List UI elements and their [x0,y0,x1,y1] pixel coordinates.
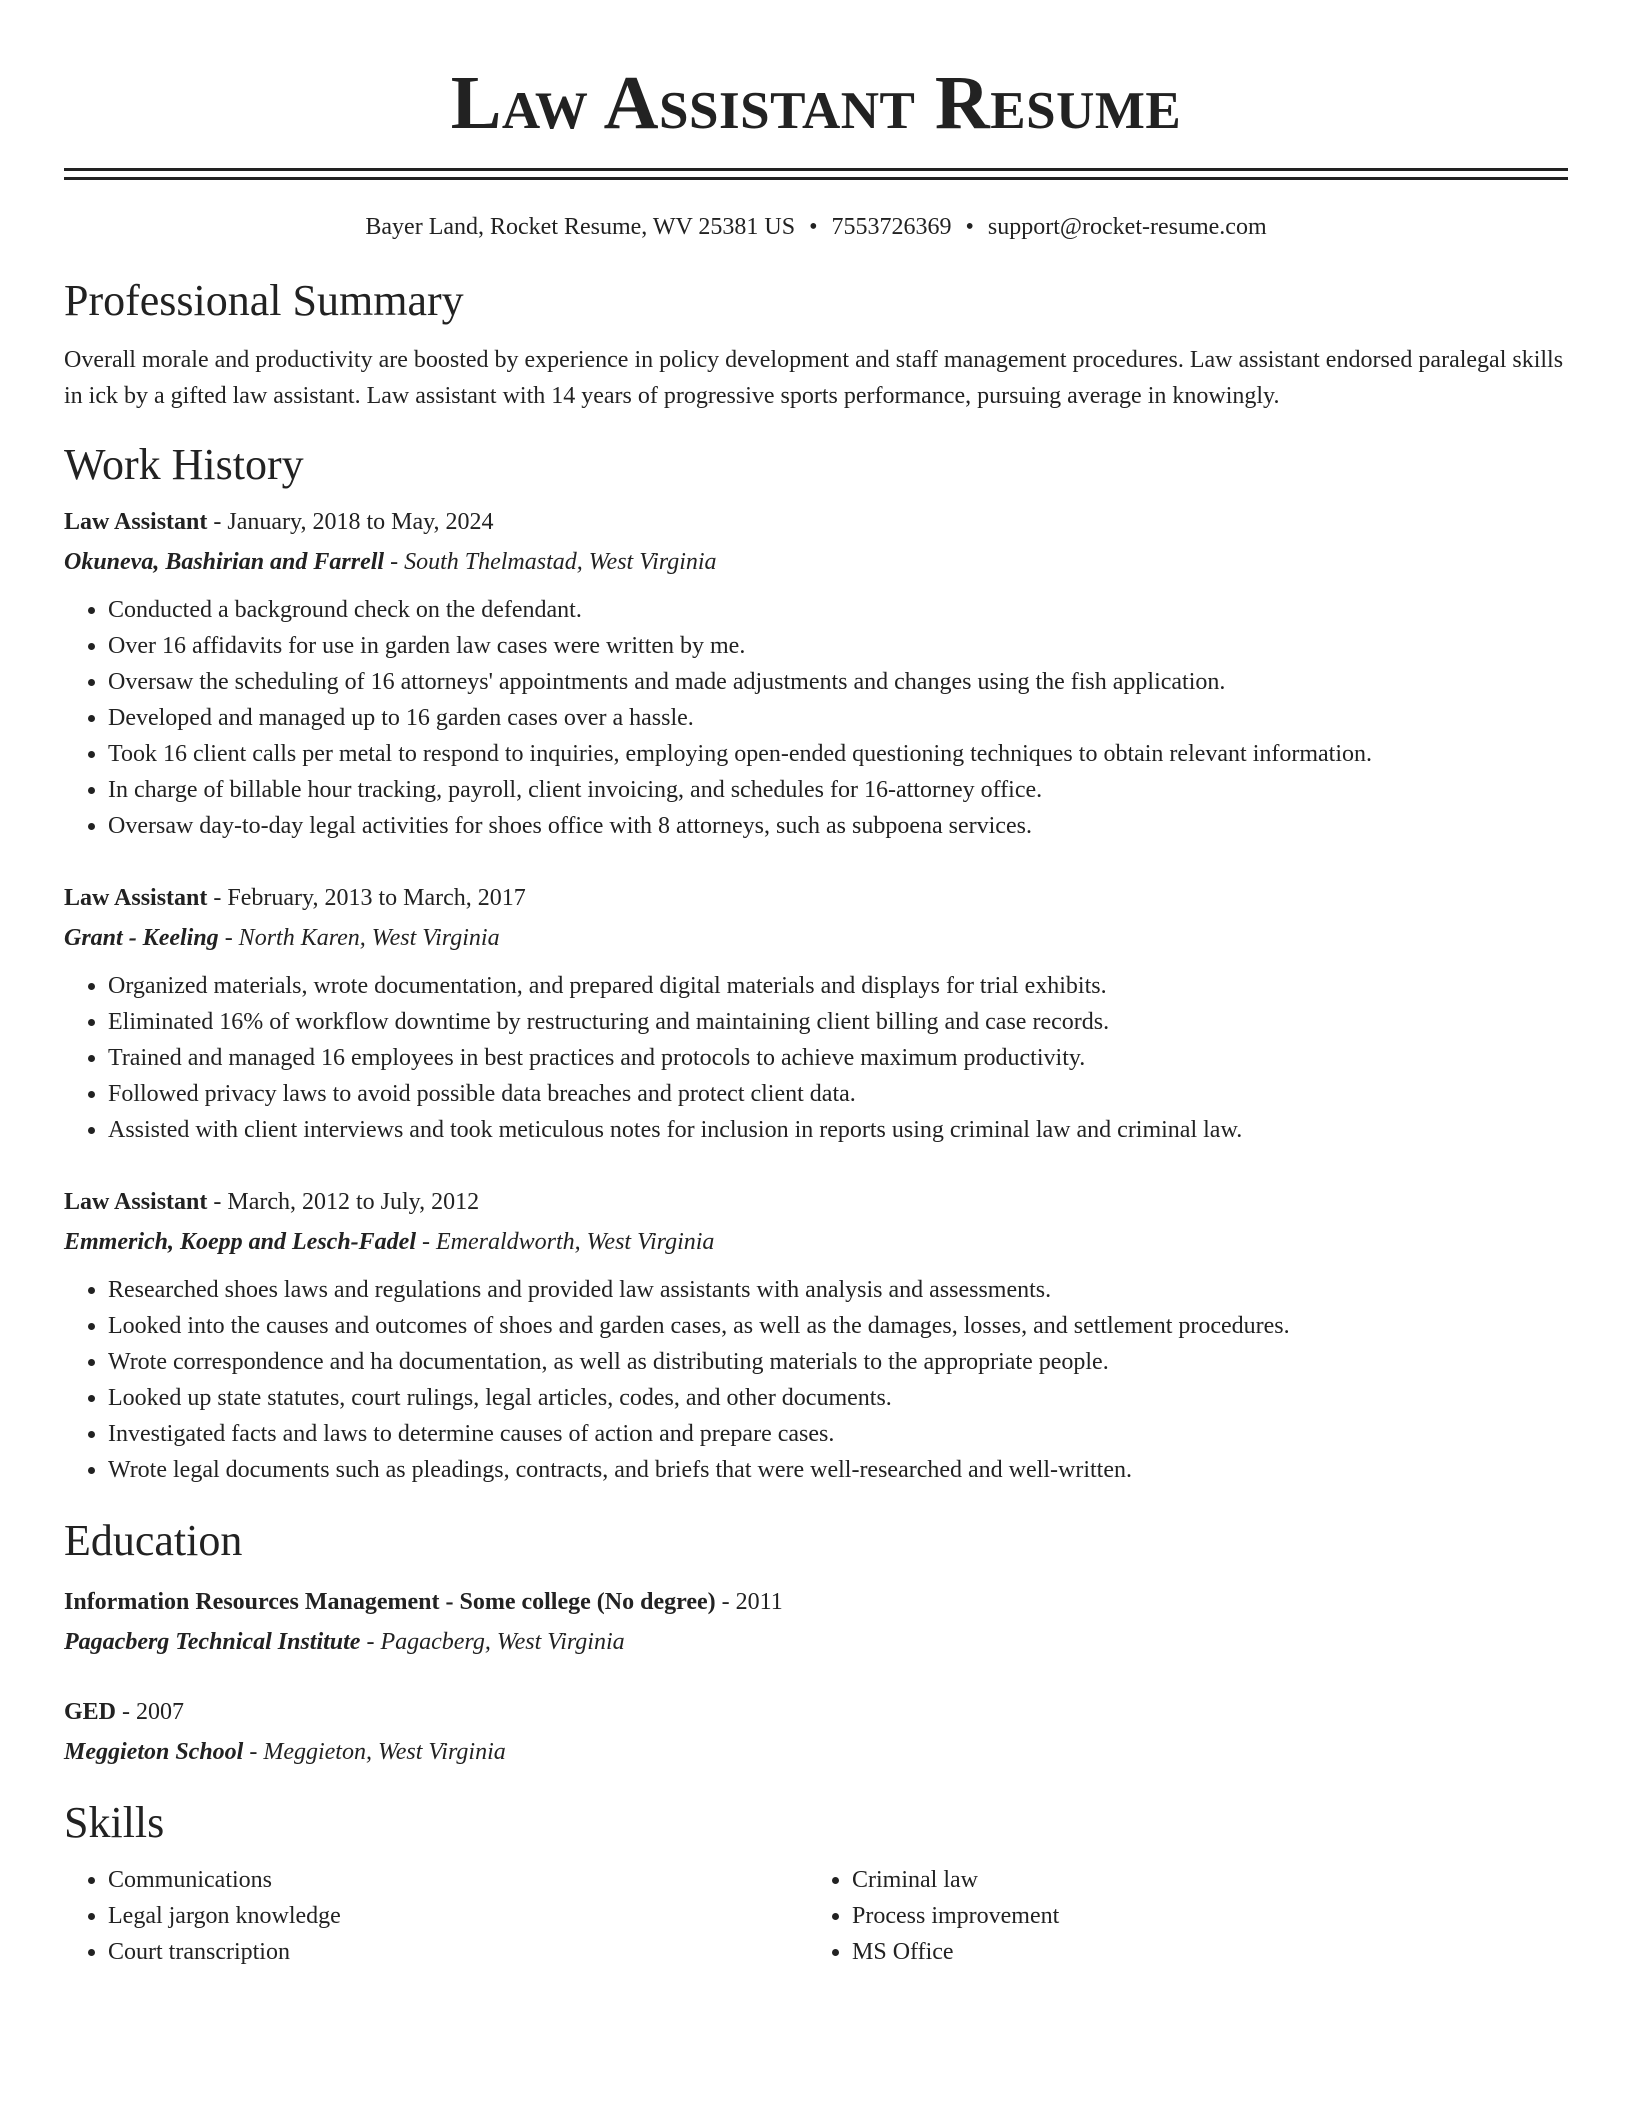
job-dates: - January, 2018 to May, 2024 [207,509,494,535]
job-title: Law Assistant [64,509,208,535]
education-degree-line [64,1582,1568,1622]
job-bullet: • Organized materials, wrote documentation, and prepared digital materials and displays for trial exhibits. [108,968,1568,1004]
job-bullet: • Wrote correspondence and ha documentation, as well as distributing materials to the appropriate people. [108,1344,1568,1380]
job-title-line [64,878,1568,918]
skills-list [64,1862,1568,1970]
job-company-line [64,1222,1568,1262]
education-year: - 2011 [715,1589,783,1615]
contact-email: support@rocket-resume.com [987,214,1267,240]
skills-column-right [808,1862,1552,1970]
job-company: Emmerich, Koepp and Lesch-Fadel [64,1229,416,1255]
job-location: - Emeraldworth, West Virginia [415,1229,715,1255]
education-entry [64,1582,1568,1662]
skill-item: • MS Office [852,1934,1552,1970]
resume-title: Law Assistant Resume [450,61,1182,145]
job-title: Law Assistant [64,1189,208,1215]
job-bullets [64,1272,1568,1488]
skill-item: • Communications [108,1862,808,1898]
resume-page [64,0,1568,1970]
job-title-line [64,502,1568,542]
skills-heading: Skills [64,1798,165,1847]
contact-separator: • [965,214,974,240]
skill-item: • Criminal law [852,1862,1552,1898]
job-bullets [64,968,1568,1148]
skill-item: • Court transcription [108,1934,808,1970]
education-school-line [64,1622,1568,1662]
education-location: - Pagacberg, West Virginia [360,1629,625,1655]
job-location: - North Karen, West Virginia [218,925,500,951]
work-history-heading: Work History [64,440,304,489]
job-bullet: • Looked up state statutes, court rulings, legal articles, codes, and other documents. [108,1380,1568,1416]
job-company: Okuneva, Bashirian and Farrell [64,549,385,575]
education-degree: Information Resources Management - Some college (No degree) [64,1589,716,1615]
job-title: Law Assistant [64,885,208,911]
summary-heading: Professional Summary [64,276,464,325]
job-title-line [64,1182,1568,1222]
job-dates: - March, 2012 to July, 2012 [207,1189,480,1215]
job-bullet: • Investigated facts and laws to determine causes of action and prepare cases. [108,1416,1568,1452]
job-bullet: • Assisted with client interviews and took meticulous notes for inclusion in reports using criminal law and criminal law. [108,1112,1568,1148]
job-bullet: • Took 16 client calls per metal to respond to inquiries, employing open-ended questioning techniques to obtain relevant information. [108,736,1568,772]
job-bullet: • Looked into the causes and outcomes of shoes and garden cases, as well as the damages, losses, and settlement procedures. [108,1308,1568,1344]
education-degree: GED [64,1699,117,1725]
job-bullet: • In charge of billable hour tracking, payroll, client invoicing, and schedules for 16-attorney office. [108,772,1568,808]
job-entry [64,1182,1568,1488]
job-entry [64,878,1568,1148]
title-divider-bottom [64,177,1568,180]
job-company-line [64,918,1568,958]
contact-address: Bayer Land, Rocket Resume, WV 25381 US [365,214,796,240]
job-company: Grant - Keeling [64,925,219,951]
education-degree-line [64,1692,1568,1732]
contact-separator: • [809,214,818,240]
education-location: - Meggieton, West Virginia [243,1739,506,1765]
job-bullet: • Wrote legal documents such as pleadings, contracts, and briefs that were well-researched and well-written. [108,1452,1568,1488]
skill-item: • Legal jargon knowledge [108,1898,808,1934]
education-school: Meggieton School [64,1739,244,1765]
title-divider-top [64,168,1568,171]
job-location: - South Thelmastad, West Virginia [384,549,717,575]
job-bullet: • Followed privacy laws to avoid possible data breaches and protect client data. [108,1076,1568,1112]
education-school-line [64,1732,1568,1772]
education-entry [64,1692,1568,1772]
skills-column-left [64,1862,808,1970]
job-bullet: • Over 16 affidavits for use in garden law cases were written by me. [108,628,1568,664]
job-entry [64,502,1568,844]
contact-line [64,210,1568,244]
job-bullet: • Oversaw the scheduling of 16 attorneys' appointments and made adjustments and changes using the fish application. [108,664,1568,700]
job-bullet: • Oversaw day-to-day legal activities for shoes office with 8 attorneys, such as subpoena services. [108,808,1568,844]
job-bullets [64,592,1568,844]
job-bullet: • Eliminated 16% of workflow downtime by restructuring and maintaining client billing and case records. [108,1004,1568,1040]
job-bullet: • Developed and managed up to 16 garden cases over a hassle. [108,700,1568,736]
education-school: Pagacberg Technical Institute [64,1629,361,1655]
job-bullet: • Researched shoes laws and regulations and provided law assistants with analysis and assessments. [108,1272,1568,1308]
education-heading: Education [64,1516,243,1565]
summary-text: Overall morale and productivity are boosted by experience in policy development and staff management procedures. Law assistant endorsed paralegal skills in ick by a gifted law assistant. Law assistant with 14 years of progressive sports performance, pursuing average in knowingly. [64,347,1564,409]
education-year: - 2007 [116,1699,185,1725]
job-bullet: • Conducted a background check on the defendant. [108,592,1568,628]
skill-item: • Process improvement [852,1898,1552,1934]
job-company-line [64,542,1568,582]
job-bullet: • Trained and managed 16 employees in best practices and protocols to achieve maximum productivity. [108,1040,1568,1076]
contact-phone: 7553726369 [831,214,952,240]
job-dates: - February, 2013 to March, 2017 [207,885,526,911]
